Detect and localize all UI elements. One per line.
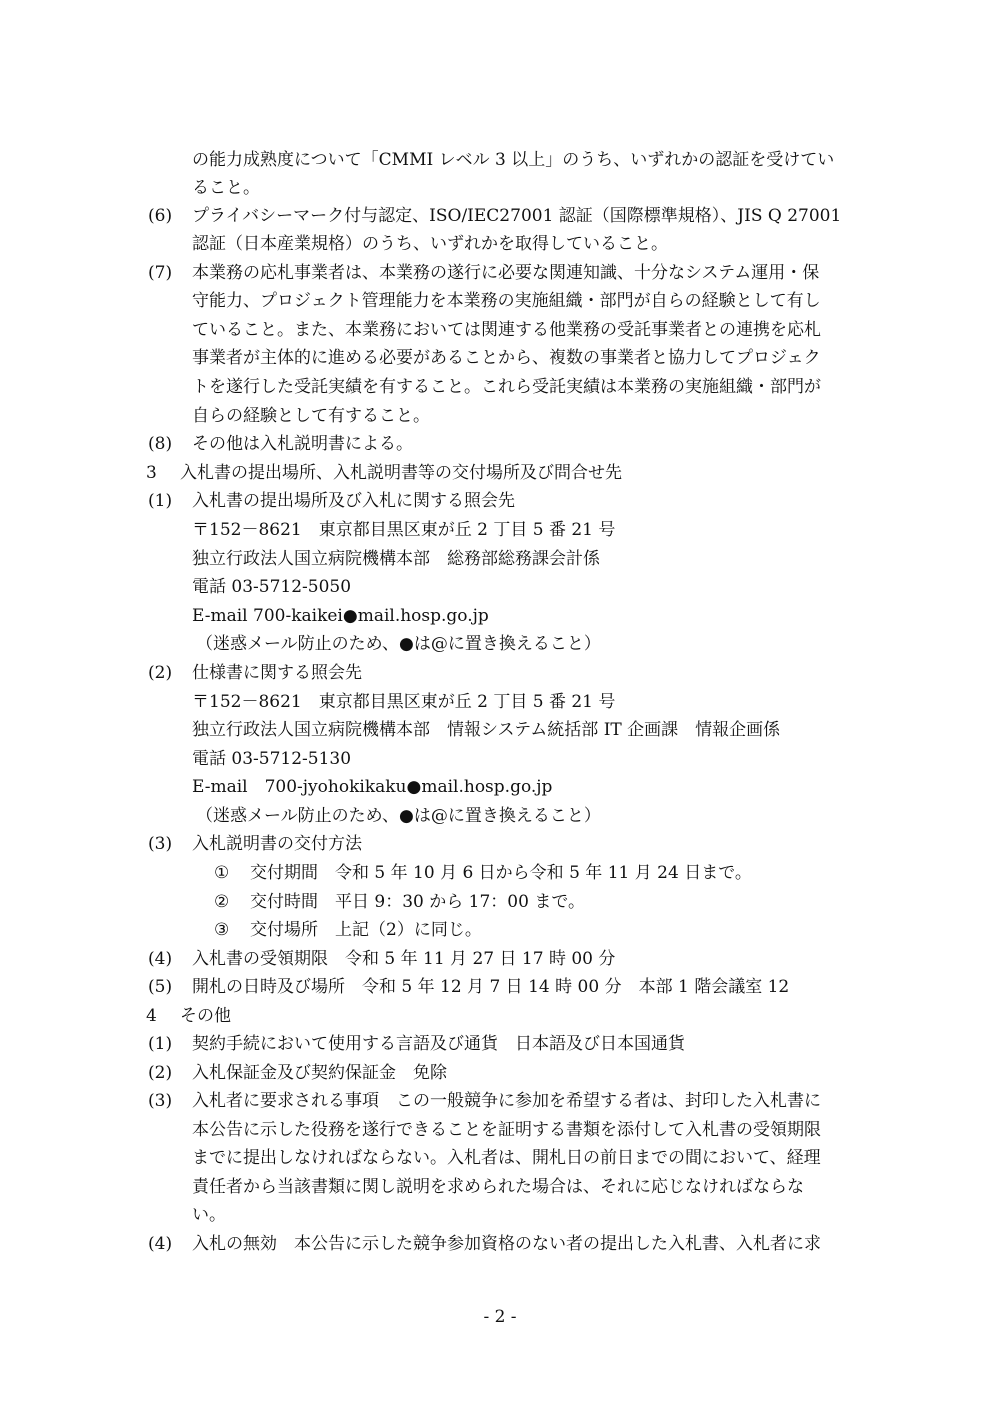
- section-number: 4: [146, 1006, 157, 1026]
- address-line: 〒152－8621 東京都目黒区東が丘 2 丁目 5 番 21 号: [192, 520, 616, 540]
- email-line: E-mail 700-kaikei●mail.hosp.go.jp: [192, 606, 489, 626]
- section-heading-4: 4 その他: [0, 1002, 1000, 1030]
- item-number: (5): [148, 977, 173, 997]
- text-line: 守能力、プロジェクト管理能力を本業務の実施組織・部門が自らの経験として有し: [192, 291, 821, 311]
- section-number: 3: [146, 463, 157, 483]
- phone-line: 電話 03-5712-5050: [192, 577, 352, 597]
- item-number: (4): [148, 1234, 173, 1254]
- sub-item-number: ③: [214, 920, 230, 940]
- text-line: 認証（日本産業規格）のうち、いずれかを取得していること。: [192, 234, 668, 254]
- text-line: トを遂行した受託実績を有すること。これら受託実績は本業務の実施組織・部門が: [192, 377, 821, 397]
- page-number: - 2 -: [483, 1307, 517, 1327]
- item-number: (1): [148, 491, 173, 511]
- list-item-2: (2) 仕様書に関する照会先: [0, 659, 1000, 687]
- item-number: (8): [148, 434, 173, 454]
- list-item-3: (3) 入札説明書の交付方法: [0, 830, 1000, 858]
- text-line: い。: [192, 1205, 226, 1225]
- organization-line: 独立行政法人国立病院機構本部 情報システム統括部 IT 企画課 情報企画係: [192, 720, 781, 740]
- item-number: (3): [148, 834, 173, 854]
- sub-item-1: ① 交付期間 令和 5 年 10 月 6 日から令和 5 年 11 月 24 日まで。: [0, 859, 1000, 887]
- section-heading-3: 3 入札書の提出場所、入札説明書等の交付場所及び問合せ先: [0, 459, 1000, 487]
- note-line: （迷惑メール防止のため、●は@に置き換えること）: [196, 634, 601, 654]
- list-item-6: (6) プライバシーマーク付与認定、ISO/IEC27001 認証（国際標準規格）、JIS Q 27001: [0, 202, 1000, 230]
- list-item-4: (4) 入札書の受領期限 令和 5 年 11 月 27 日 17 時 00 分: [0, 945, 1000, 973]
- item-number: (4): [148, 949, 173, 969]
- item-number: (2): [148, 663, 173, 683]
- text-line: 自らの経験として有すること。: [192, 406, 430, 426]
- list-item-7: (7) 本業務の応札事業者は、本業務の遂行に必要な関連知識、十分なシステム運用・保: [0, 259, 1000, 287]
- item-number: (2): [148, 1063, 173, 1083]
- organization-line: 独立行政法人国立病院機構本部 総務部総務課会計係: [192, 549, 600, 569]
- list-item-4: (4) 入札の無効 本公告に示した競争参加資格のない者の提出した入札書、入札者に求: [0, 1230, 1000, 1258]
- address-line: 〒152－8621 東京都目黒区東が丘 2 丁目 5 番 21 号: [192, 692, 616, 712]
- item-number: (6): [148, 206, 173, 226]
- text-line: 責任者から当該書類に関し説明を求められた場合は、それに応じなければならな: [192, 1177, 804, 1197]
- list-item-1: (1) 入札書の提出場所及び入札に関する照会先: [0, 487, 1000, 515]
- email-line: E-mail 700-jyohokikaku●mail.hosp.go.jp: [192, 777, 553, 797]
- list-item-8: (8) その他は入札説明書による。: [0, 430, 1000, 458]
- sub-item-number: ①: [214, 863, 230, 883]
- list-item-1: (1) 契約手続において使用する言語及び通貨 日本語及び日本国通貨: [0, 1030, 1000, 1058]
- text-line: ていること。また、本業務においては関連する他業務の受託事業者との連携を応札: [192, 320, 821, 340]
- sub-item-number: ②: [214, 892, 230, 912]
- item-number: (1): [148, 1034, 173, 1054]
- sub-item-3: ③ 交付場所 上記（2）に同じ。: [0, 916, 1000, 944]
- list-item-3: (3) 入札者に要求される事項 この一般競争に参加を希望する者は、封印した入札書に: [0, 1087, 1000, 1115]
- sub-item-2: ② 交付時間 平日 9：30 から 17：00 まで。: [0, 888, 1000, 916]
- note-line: （迷惑メール防止のため、●は@に置き換えること）: [196, 806, 601, 826]
- text-line: 事業者が主体的に進める必要があることから、複数の事業者と協力してプロジェク: [192, 348, 821, 368]
- text-line: の能力成熟度について「CMMI レベル 3 以上」のうち、いずれかの認証を受けてい: [192, 150, 835, 170]
- item-number: (7): [148, 263, 173, 283]
- text-line: 本公告に示した役務を遂行できることを証明する書類を添付して入札書の受領期限: [192, 1120, 821, 1140]
- phone-line: 電話 03-5712-5130: [192, 749, 352, 769]
- list-item-5: (5) 開札の日時及び場所 令和 5 年 12 月 7 日 14 時 00 分 本部 1 階会議室 12: [0, 973, 1000, 1001]
- text-line: ること。: [192, 178, 260, 198]
- item-number: (3): [148, 1091, 173, 1111]
- text-line: までに提出しなければならない。入札者は、開札日の前日までの間において、経理: [192, 1148, 821, 1168]
- list-item-2: (2) 入札保証金及び契約保証金 免除: [0, 1059, 1000, 1087]
